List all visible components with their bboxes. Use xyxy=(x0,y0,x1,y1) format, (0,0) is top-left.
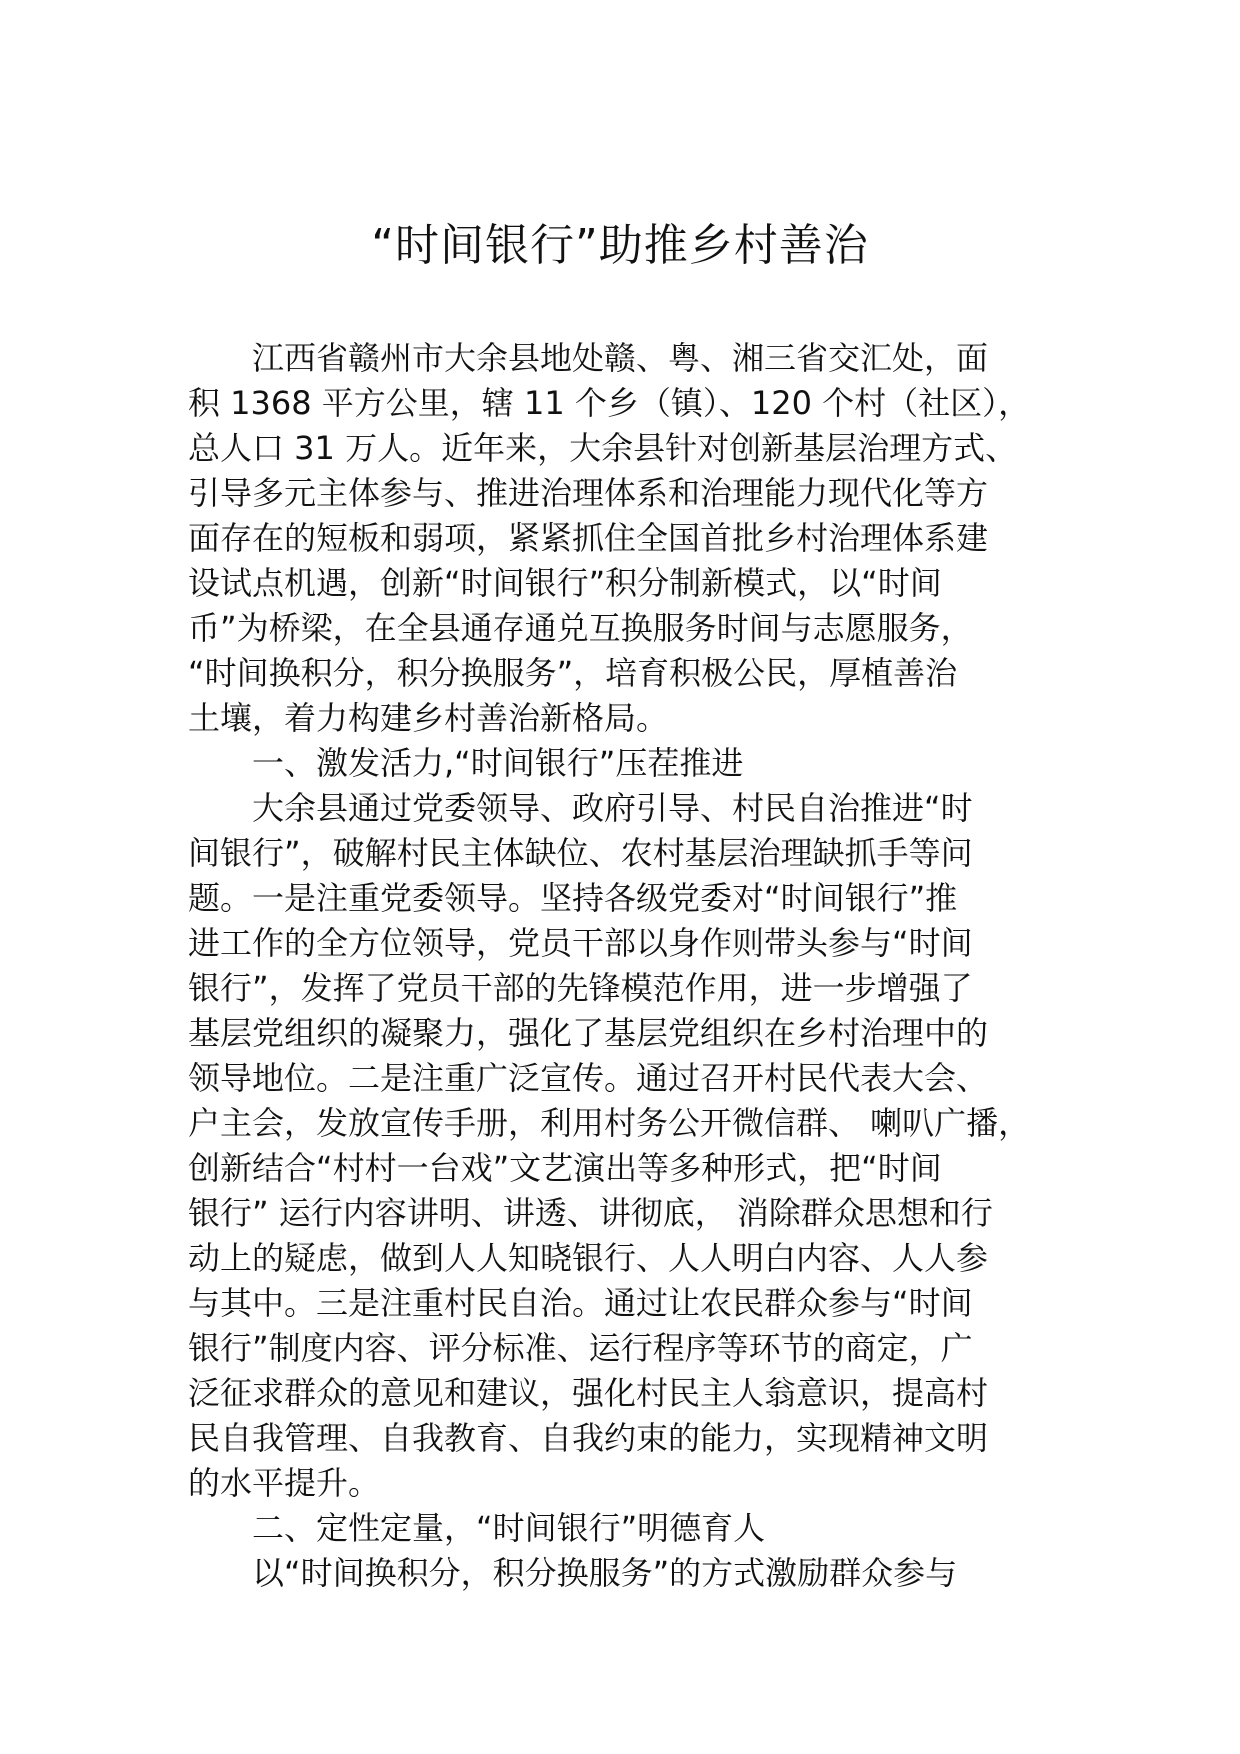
paragraph-line: 创新结合“村村一台戏”文艺演出等多种形式，把“时间 xyxy=(188,1149,942,1187)
paragraph-line: 江西省赣州市大余县地处赣、粤、湘三省交汇处，面 xyxy=(252,339,989,377)
paragraph-line: 银行” 运行内容讲明、讲透、讲彻底， 消除群众思想和行 xyxy=(188,1194,993,1232)
paragraph-line: 面存在的短板和弱项，紧紧抓住全国首批乡村治理体系建 xyxy=(188,519,989,557)
document-title: “时间银行”助推乡村善治 xyxy=(371,220,869,271)
paragraph-line: 基层党组织的凝聚力，强化了基层党组织在乡村治理中的 xyxy=(188,1014,989,1052)
paragraph-line: 题。一是注重党委领导。坚持各级党委对“时间银行”推 xyxy=(188,879,958,917)
paragraph-line: 大余县通过党委领导、政府引导、村民自治推进“时 xyxy=(252,789,973,827)
paragraph-line: 的水平提升。 xyxy=(188,1464,381,1502)
document-body xyxy=(188,336,1058,1596)
paragraph-line: 土壤，着力构建乡村善治新格局。 xyxy=(188,699,669,737)
paragraph-line: 以“时间换积分，积分换服务”的方式激励群众参与 xyxy=(252,1554,958,1592)
paragraph-line: 引导多元主体参与、推进治理体系和治理能力现代化等方 xyxy=(188,474,989,512)
paragraph-line: 间银行”，破解村民主体缺位、农村基层治理缺抓手等问 xyxy=(188,834,973,872)
paragraph-line: 民自我管理、自我教育、自我约束的能力，实现精神文明 xyxy=(188,1419,989,1457)
paragraph-line: 币”为桥梁，在全县通存通兑互换服务时间与志愿服务， xyxy=(188,609,973,647)
paragraph-line: 泛征求群众的意见和建议，强化村民主人翁意识，提高村 xyxy=(188,1374,989,1412)
paragraph-line: 与其中。三是注重村民自治。通过让农民群众参与“时间 xyxy=(188,1284,973,1322)
paragraph-line: 进工作的全方位领导，党员干部以身作则带头参与“时间 xyxy=(188,924,973,962)
section-heading: 二、定性定量，“时间银行”明德育人 xyxy=(252,1509,766,1547)
paragraph-line: 积 1368 平方公里，辖 11 个乡（镇）、120 个村（社区）， xyxy=(188,384,1031,422)
paragraph-line: 银行”，发挥了党员干部的先锋模范作用，进一步增强了 xyxy=(188,969,973,1007)
paragraph-line: 设试点机遇，创新“时间银行”积分制新模式，以“时间 xyxy=(188,564,942,602)
paragraph-line: 户主会，发放宣传手册，利用村务公开微信群、 喇叭广播， xyxy=(188,1104,1031,1142)
paragraph-line: 领导地位。二是注重广泛宣传。通过召开村民代表大会、 xyxy=(188,1059,989,1097)
paragraph-line: “时间换积分，积分换服务”，培育积极公民，厚植善治 xyxy=(188,654,958,692)
paragraph-line: 动上的疑虑，做到人人知晓银行、人人明白内容、人人参 xyxy=(188,1239,989,1277)
paragraph-line: 总人口 31 万人。近年来，大余县针对创新基层治理方式、 xyxy=(188,429,1018,467)
section-heading: 一、激发活力,“时间银行”压茬推进 xyxy=(252,744,744,782)
paragraph-line: 银行”制度内容、评分标准、运行程序等环节的商定，广 xyxy=(188,1329,973,1367)
